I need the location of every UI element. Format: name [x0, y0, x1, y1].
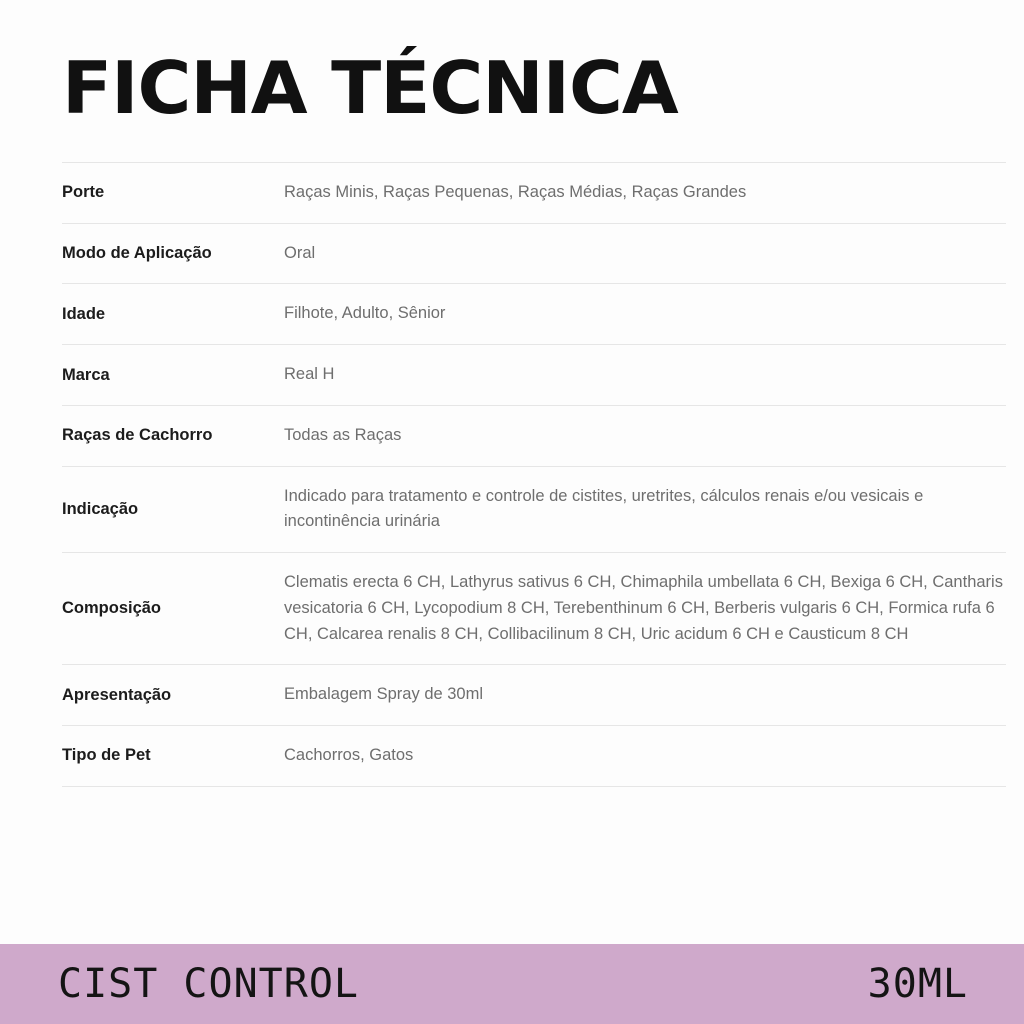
table-row — [62, 466, 1006, 552]
row-value: Raças Minis, Raças Pequenas, Raças Médias, Raças Grandes — [284, 183, 747, 201]
row-value: Real H — [284, 365, 335, 384]
table-row — [62, 345, 1006, 406]
row-label: Apresentação — [62, 685, 172, 704]
table-row — [62, 284, 1006, 345]
table-row — [62, 665, 1006, 726]
row-label: Idade — [62, 304, 106, 323]
row-label: Composição — [62, 599, 162, 618]
table-row — [62, 726, 1006, 787]
row-label: Indicação — [62, 499, 139, 518]
row-value: Clematis erecta 6 CH, Lathyrus sativus 6 CH, Chimaphila umbellata 6 CH, Bexiga 6 CH, Cantharis vesicatoria 6 CH, Lycopodium 8 CH, Terebenthinum 6 CH, Berberis vulgaris 6 CH, Formica rufa 6 CH, Calcarea renalis 8 CH, Collibacilinum 8 CH, Uric acidum 6 CH e Causticum 8 CH — [284, 573, 1003, 643]
table-row — [62, 163, 1006, 224]
row-value: Oral — [284, 243, 316, 262]
table-row — [62, 553, 1006, 665]
specification-table-body — [62, 163, 1006, 787]
page-title: FICHA TÉCNICA — [62, 46, 678, 130]
row-value: Embalagem Spray de 30ml — [284, 685, 484, 704]
table-row — [62, 405, 1006, 466]
row-label: Modo de Aplicação — [62, 244, 212, 263]
row-label: Raças de Cachorro — [62, 426, 213, 445]
specification-table — [62, 162, 1006, 787]
footer-volume: 30ML — [867, 961, 968, 1007]
footer-product-name: CIST CONTROL — [58, 961, 359, 1007]
row-value: Todas as Raças — [284, 425, 402, 444]
footer-bar — [0, 944, 1024, 1024]
row-value: Cachorros, Gatos — [284, 746, 414, 765]
row-label: Marca — [62, 365, 110, 384]
row-label: Tipo de Pet — [62, 746, 151, 765]
row-value: Filhote, Adulto, Sênior — [284, 304, 446, 323]
row-label: Porte — [62, 183, 105, 202]
table-row — [62, 223, 1006, 284]
row-value: Indicado para tratamento e controle de cistites, uretrites, cálculos renais e/ou vesicais e incontinência urinária — [284, 486, 924, 531]
